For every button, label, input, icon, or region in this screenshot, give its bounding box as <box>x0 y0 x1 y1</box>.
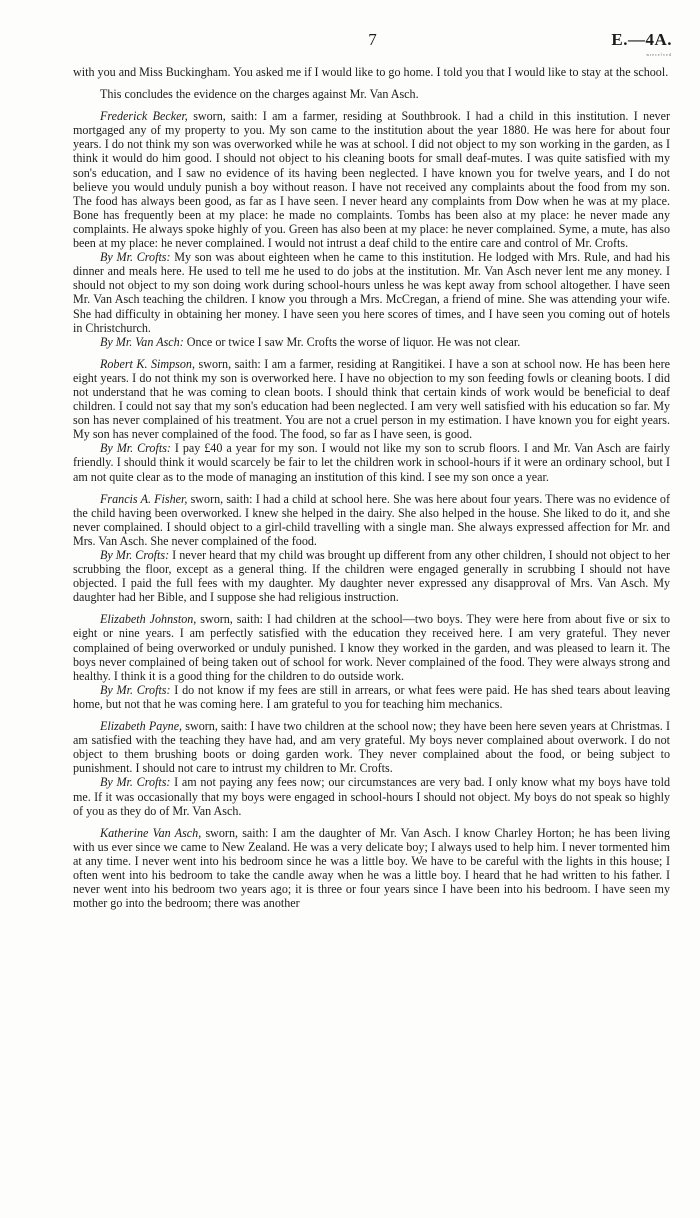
paragraph-text: with you and Miss Buckingham. You asked me if I would like to go home. I told you that I would like to stay at the school. <box>73 65 669 79</box>
paragraph <box>73 492 670 548</box>
paragraph-text: Once or twice I saw Mr. Crofts the worse of liquor. He was not clear. <box>183 334 521 349</box>
speaker-lead: By Mr. Crofts: <box>100 682 171 697</box>
paragraph-text: sworn, saith: I have two children at the school now; they have been here seven years at Christmas. I am satisfied with the teaching they have had, and am very grateful. My boys never complained about overwork. I do not object to them brushing boots or doing garden work. They never complained about the food, or being subject to punishment. I should not care to intrust my children to Mr. Crofts. <box>73 719 670 776</box>
speaker-lead: By Mr. Crofts: <box>100 250 171 265</box>
paragraph <box>73 826 670 911</box>
speaker-lead: Elizabeth Payne, <box>100 719 183 734</box>
paragraph-text: I never heard that my child was brought up different from any other children, I should not object to her scrubbing the floor, except as a general thing. If the children were engaged generally in scrubbing I should not have objected. I paid the full fees with my daughter. My daughter never expressed any disapproval of Mrs. Van Asch. My daughter had her Bible, and I suppose she had religious instruction. <box>73 548 670 605</box>
speaker-lead: By Mr. Van Asch: <box>100 334 184 349</box>
paragraph <box>73 548 670 604</box>
speaker-lead: By Mr. Crofts: <box>100 441 171 456</box>
paragraph-text: sworn, saith: I am a farmer, residing at Rangitikei. I have a son at school now. He has been here eight years. I do not think my son is overworked here. I have no objection to my son feeding fowls or cleaning boots. I did not understand that he was coming to clean boots. I should think that certain kinds of work would be beneficial to deaf children. I could not say that my son's education had been neglected. I am very well satisfied with his education so far. My son has never complained of his treatment. You are not a cruel person in my estimation. I have known you for eight years. My son has never complained of the food. The food, so far as I have seen, is good. <box>73 356 670 442</box>
speaker-lead: Robert K. Simpson, <box>100 356 196 371</box>
speaker-lead: Francis A. Fisher, <box>100 491 188 506</box>
paragraph-text: This concludes the evidence on the charges against Mr. Van Asch. <box>100 87 419 102</box>
paragraph <box>73 441 670 483</box>
paragraph <box>73 87 670 101</box>
paragraph <box>73 250 670 335</box>
paragraph <box>73 65 670 79</box>
speaker-lead: Elizabeth Johnston, <box>100 612 197 627</box>
paragraph-text: sworn, saith: I had children at the school—two boys. They were here from about five or six to eight or nine years. I am perfectly satisfied with the education they received here. I am very grateful. They never complained of being overworked or unduly punished. I know they worked in the garden, and was pleased to learn it. The boys never complained of being taken out of school for work. Never complained of the food. They were always strong and healthy. I think it is a good thing for the children to do outside work. <box>73 612 670 683</box>
document-reference: E.—4A. <box>611 30 672 49</box>
paragraph <box>73 612 670 682</box>
paragraph-text: I do not know if my fees are still in arrears, or what fees were paid. He has shed tears about leaving home, but not that he was coming here. I am grateful to you for teaching him mechanics. <box>73 682 671 711</box>
paragraph-text: I pay £40 a year for my son. I would not like my son to scrub floors. I and Mr. Van Asch are fairly friendly. I should think it would scarcely be fair to let the children work in school-hours if it were an ordinary school, but I am not quite clear as to the mode of managing an institution of this kind. I see my son once a year. <box>73 441 671 484</box>
paragraph <box>73 335 670 349</box>
paragraph <box>73 775 670 817</box>
speaker-lead: By Mr. Crofts: <box>100 775 171 790</box>
paragraph-text: sworn, saith: I had a child at school here. She was here about four years. There was no evidence of the child having been overworked. I knew she helped in the dairy. She also helped in the house. She liked to do it, and she never complained. I should object to a girl-child travelling with a single man. She always expressed affection for Mr. and Mrs. Van Asch. She never complained of the food. <box>73 491 671 548</box>
paragraph-text: sworn, saith: I am the daughter of Mr. Van Asch. I know Charley Horton; he has been living with us ever since we came to New Zealand. He was a very delicate boy; I always used to help him. I never tormented him at any time. I never went into his bedroom since he was a little boy. We have to be careful with the lights in this house; I often went into his bedroom to take the candle away when he was a little boy. I heard that he had written to his father. I never went into his bedroom two years ago; it is three or four years since I have been into his bedroom. I have seen my mother go into the bedroom; there was another <box>73 825 670 911</box>
speaker-lead: By Mr. Crofts: <box>100 548 170 562</box>
library-stamp: ⁿʳᵉᶜᵉⁱᵛᵉᵈ <box>646 52 672 60</box>
paragraph <box>73 109 670 250</box>
paragraph <box>73 357 670 442</box>
paragraph-text: I am not paying any fees now; our circumstances are very bad. I only know what my boys have told me. If it was occasionally that my boys were engaged in school-hours I should not object. My boys do not speak so highly of you as they do of Mr. Van Asch. <box>73 775 670 818</box>
speaker-lead: Katherine Van Asch, <box>100 825 202 840</box>
paragraph-text: sworn, saith: I am a farmer, residing at Southbrook. I had a child in this institution. I never mortgaged any of my property to you. My son came to the institution about the year 1880. He was here for about four years. I do not think my son was overworked while he was at school. I did not object to my son working in the garden, as I think it would do him good. I should not object to his cleaning boots for small deaf-mutes. I was quite satisfied with my son's education, and I saw no evidence of its having been neglected. I have known you for twelve years, and I do not believe you would unduly punish a boy without reason. I have not received any complaints about the food from my son. The food has always been good, as far as I have seen. I never heard any complaints from Dow when he was at my place. Bone has frequently been at my place: he made no complaints. Tombs has been also at my place: he never made any complaints. He always spoke highly of you. Green has also been at my place: he never complained. Syme, a mute, has also been at my place: he never complained. I would not intrust a deaf child to the entire care and control of Mr. Crofts. <box>73 109 670 251</box>
document-body <box>73 65 670 910</box>
page-number: 7 <box>368 30 377 49</box>
paragraph-text: My son was about eighteen when he came to this institution. He lodged with Mrs. Rule, and had his dinner and meals here. He used to tell me he used to do jobs at the institution. Mr. Van Asch never lent me any money. I should not object to my son doing work during school-hours unless he was kept away from school altogether. I have seen Mr. Van Asch teaching the children. I know you through a Mrs. McCregan, a friend of mine. She was attending your wife. She had difficulty in obtaining her money. I have seen you here scores of times, and I have seen you coming out of hotels in Christchurch. <box>73 250 670 335</box>
paragraph <box>73 719 670 775</box>
paragraph <box>73 683 670 711</box>
speaker-lead: Frederick Becker, <box>100 109 188 124</box>
page-header <box>73 30 672 60</box>
